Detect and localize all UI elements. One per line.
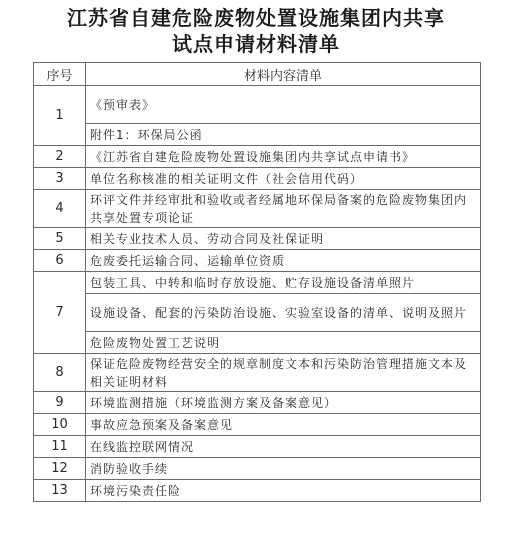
- row-number: 2: [34, 146, 86, 168]
- row-content: 附件1：环保局公函: [86, 124, 481, 146]
- row-content: 包装工具、中转和临时存放设施、贮存设施设备清单照片: [86, 272, 481, 294]
- row-number: 3: [34, 168, 86, 190]
- row-content: 危险废物处置工艺说明: [86, 332, 481, 354]
- header-serial-number: 序号: [34, 63, 86, 86]
- row-content: 环境污染责任险: [86, 480, 481, 502]
- row-number: 12: [34, 458, 86, 480]
- row-content: 消防验收手续: [86, 458, 481, 480]
- header-material-content: 材料内容清单: [86, 63, 481, 86]
- row-content: 设施设备、配套的污染防治设施、实验室设备的清单、说明及照片: [86, 294, 481, 332]
- row-content: 环评文件并经审批和验收或者经属地环保局备案的危险废物集团内共享处置专项论证: [86, 190, 481, 228]
- table-row: [34, 480, 481, 502]
- row-number: 13: [34, 480, 86, 502]
- table-row: [34, 168, 481, 190]
- table-row: [34, 146, 481, 168]
- table-row: [34, 86, 481, 124]
- row-number: 5: [34, 228, 86, 250]
- document-title-line-2: 试点申请材料清单: [172, 32, 340, 56]
- row-number: 8: [34, 354, 86, 392]
- table-row: [34, 250, 481, 272]
- row-content: 在线监控联网情况: [86, 436, 481, 458]
- table-row: [34, 414, 481, 436]
- table-row: [34, 228, 481, 250]
- row-number: 10: [34, 414, 86, 436]
- row-content: 环境监测措施（环境监测方案及备案意见）: [86, 392, 481, 414]
- table-row: [34, 392, 481, 414]
- row-content: 保证危险废物经营安全的规章制度文本和污染防治管理措施文本及相关证明材料: [86, 354, 481, 392]
- table-header-row: [34, 63, 481, 86]
- table-row: [34, 436, 481, 458]
- table-row: [34, 332, 481, 354]
- table-row: [34, 124, 481, 146]
- row-content: 危废委托运输合同、运输单位资质: [86, 250, 481, 272]
- row-content: 《江苏省自建危险废物处置设施集团内共享试点申请书》: [86, 146, 481, 168]
- row-number: 11: [34, 436, 86, 458]
- row-content: 《预审表》: [86, 86, 481, 124]
- row-content: 单位名称核准的相关证明文件（社会信用代码）: [86, 168, 481, 190]
- row-number: 4: [34, 190, 86, 228]
- row-number: 7: [34, 272, 86, 354]
- row-number: 1: [34, 86, 86, 146]
- document-title-line-1: 江苏省自建危险废物处置设施集团内共享: [67, 6, 445, 30]
- row-content: 事故应急预案及备案意见: [86, 414, 481, 436]
- row-number: 9: [34, 392, 86, 414]
- materials-table: [33, 62, 481, 502]
- row-number: 6: [34, 250, 86, 272]
- table-row: [34, 354, 481, 392]
- row-content: 相关专业技术人员、劳动合同及社保证明: [86, 228, 481, 250]
- table-row: [34, 190, 481, 228]
- table-row: [34, 458, 481, 480]
- table-row: [34, 294, 481, 332]
- table-row: [34, 272, 481, 294]
